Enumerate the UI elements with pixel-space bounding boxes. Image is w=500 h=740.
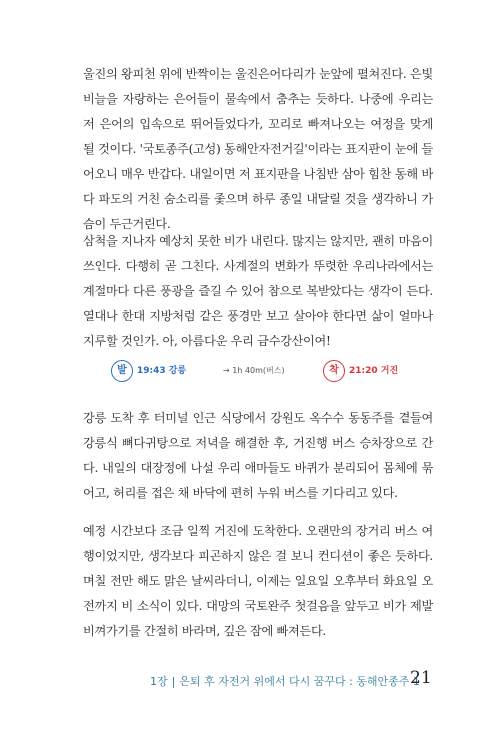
page-number: 21	[410, 668, 432, 688]
arrival-time-place: 21:20 거진	[349, 366, 399, 376]
paragraph-1: 울진의 왕피천 위에 반짝이는 울진은어다리가 눈앞에 펼쳐진다. 은빛 비늘을 자랑하는 은어들이 물속에서 춤추는 듯하다. 나중에 우리는 저 은어의 입속으로 뛰어들었다가, 꼬리로 빠져나오는 여정을 맞게 될 것이다. '국토종주(고성) 동해안자전거길'이라는 표지판이 눈에 들어오니 매우 반갑다. 내일이면 저 표지판을 나침반 삼아 힘찬 동해 바다 파도의 거친 숨소리를 좇으며 하루 종일 내달릴 것을 생각하니 가슴이 두근거린다.	[83, 67, 433, 231]
footer-separator: |	[171, 675, 176, 688]
departure-time-place: 19:43 강릉	[137, 366, 187, 376]
departure-badge: 발	[111, 360, 133, 382]
chapter-title: 은퇴 후 자전거 위에서 다시 꿈꾸다 : 동해안종주 1	[179, 675, 420, 688]
paragraph-3: 강릉 도착 후 터미널 인근 식당에서 강원도 옥수수 동동주를 곁들여 강릉식 뼈다귀탕으로 저녁을 해결한 후, 거진행 버스 승차장으로 간다. 내일의 대장정에 나설 우리 애마들도 바퀴가 분리되어 몸체에 묶어고, 허리를 접은 채 바닥에 편히 누워 버스를 기다리고 있다.	[83, 411, 433, 500]
running-header	[150, 673, 420, 689]
arrival-badge: 착	[323, 360, 345, 382]
chapter-label: 1장	[150, 675, 168, 688]
paragraph-4: 예정 시간보다 조금 일찍 거진에 도착한다. 오랜만의 장거리 버스 여행이었지만, 생각보다 피곤하지 않은 걸 보니 컨디션이 좋은 듯하다. 며칠 전만 해도 맑은 날씨라더니, 이제는 일요일 오후부터 화요일 오전까지 비 소식이 있다. 대망의 국토완주 첫걸음을 앞두고 비가 제발 비껴가기를 간절히 바라며, 깊은 잠에 빠져든다.	[83, 524, 433, 638]
paragraph-2: 삼척을 지나자 예상치 못한 비가 내린다. 많지는 않지만, 괜히 마음이 쓰인다. 다행히 곧 그친다. 사계절의 변화가 뚜렷한 우리나라에서는 계절마다 다른 풍광을 즐길 수 있어 참으로 복받았다는 생각이 든다. 열대나 한대 지방처럼 같은 풍경만 보고 살아야 한다면 삶이 얼마나 지루할 것인가. 아, 아름다운 우리 금수강산이여!	[83, 234, 433, 348]
travel-duration: → 1h 40m(버스)	[223, 366, 285, 375]
page-footer	[0, 668, 500, 692]
bus-route-info	[83, 360, 433, 384]
